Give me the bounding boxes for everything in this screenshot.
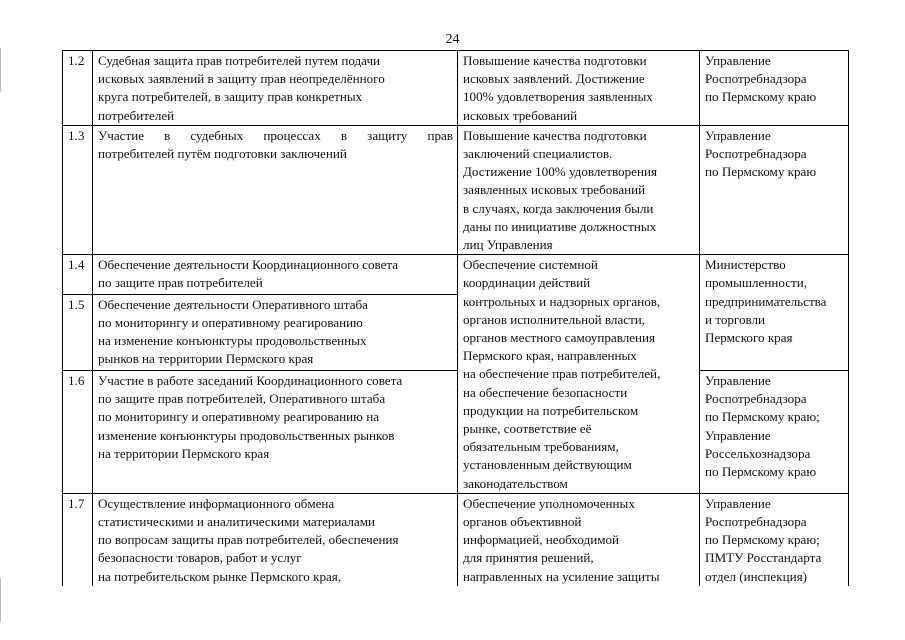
executor-line: Россельхознадзора — [705, 445, 811, 461]
executor-cell — [700, 493, 849, 586]
result-line: заявленных исковых требований — [463, 182, 646, 198]
action-line: по защите прав потребителей, Оперативного штаба — [98, 391, 386, 407]
executor-line: Пермского края — [705, 330, 793, 346]
action-cell — [93, 294, 458, 371]
executor-line: Роспотребнадзора — [705, 146, 807, 162]
action-cell — [93, 371, 458, 494]
table-row-1-6 — [63, 371, 849, 494]
executor-line: Управление — [705, 495, 771, 511]
executor-line: промышленности, — [705, 275, 808, 291]
action-line: Участие в работе заседаний Координационного совета — [98, 373, 403, 389]
result-line: Повышение качества подготовки — [463, 127, 647, 143]
executor-line: Роспотребнадзора — [705, 514, 807, 530]
executor-line: по Пермскому краю — [705, 89, 817, 105]
executor-line: по Пермскому краю — [705, 464, 817, 480]
executor-line: по Пермскому краю — [705, 164, 817, 180]
table-row-1-7 — [63, 493, 849, 586]
result-line: информацией, необходимой — [463, 532, 620, 548]
result-line: законодательством — [463, 475, 568, 491]
result-line: Пермского края, направленных — [463, 348, 637, 364]
executor-line: по Пермскому краю; — [705, 409, 820, 425]
action-line: Судебная защита прав потребителей путем подачи — [98, 53, 381, 68]
page-edge-mark — [0, 578, 1, 622]
executor-cell — [700, 51, 849, 126]
result-line: органов объективной — [463, 514, 582, 530]
result-line: контрольных и надзорных органов, — [463, 293, 661, 309]
row-number: 1.3 — [63, 125, 93, 254]
action-line: потребителей путём подготовки заключений — [98, 146, 347, 162]
action-line: по мониторингу и оперативному реагированию на — [98, 409, 380, 425]
action-line: на изменение конъюнктуры продовольственных — [98, 332, 367, 348]
result-line: обязательным требованиям, — [463, 439, 619, 455]
row-number: 1.4 — [63, 255, 93, 294]
result-cell — [458, 493, 700, 586]
page-edge-mark — [0, 48, 1, 92]
action-line: Обеспечение деятельности Координационного совета — [98, 257, 399, 273]
result-line: заключений специалистов. — [463, 146, 613, 162]
action-line: изменение конъюнктуры продовольственных рынков — [98, 427, 395, 443]
result-line: продукции на потребительском — [463, 402, 639, 418]
result-line: органов исполнительной власти, — [463, 311, 646, 327]
executor-line: Управление — [705, 427, 771, 443]
action-line: потребителей — [98, 107, 175, 123]
action-cell — [93, 125, 458, 254]
table-row-1-2 — [63, 51, 849, 126]
result-line: исковых заявлений. Достижение — [463, 71, 645, 87]
row-number: 1.6 — [63, 371, 93, 494]
result-line: направленных на усиление защиты — [463, 568, 660, 584]
executor-line: отдел (инспекция) — [705, 568, 807, 584]
result-line: координации действий — [463, 275, 591, 291]
result-line: для принятия решений, — [463, 550, 594, 566]
table-row-1-3 — [63, 125, 849, 254]
executor-line: предпринимательства — [705, 293, 827, 309]
action-cell — [93, 255, 458, 294]
action-cell — [93, 493, 458, 586]
executor-cell — [700, 125, 849, 254]
executor-line: Роспотребнадзора — [705, 71, 807, 87]
action-line: на потребительском рынке Пермского края, — [98, 568, 342, 584]
action-cell — [93, 51, 458, 126]
action-line: Обеспечение деятельности Оперативного штаба — [98, 296, 368, 312]
result-line: Повышение качества подготовки — [463, 53, 647, 68]
measures-table — [62, 50, 849, 586]
result-line: Обеспечение системной — [463, 257, 598, 273]
executor-line: и торговли — [705, 311, 766, 327]
executor-line: Управление — [705, 53, 771, 68]
action-line: рынков на территории Пермского края — [98, 351, 314, 367]
result-line: органов местного самоуправления — [463, 330, 656, 346]
result-line: установленным действующим — [463, 457, 632, 473]
merged-executor-cell — [700, 255, 849, 371]
executor-cell — [700, 371, 849, 494]
action-line: круга потребителей, в защиту прав конкретных — [98, 89, 363, 105]
executor-line: Министерство — [705, 257, 786, 273]
action-line: Участие в судебных процессах в защиту прав — [98, 127, 453, 143]
table-row-1-4 — [63, 255, 849, 294]
result-line: в случаях, когда заключения были — [463, 200, 654, 216]
action-line: на территории Пермского края — [98, 445, 270, 461]
action-line: по защите прав потребителей — [98, 275, 263, 291]
action-line: по мониторингу и оперативному реагированию — [98, 314, 363, 330]
result-cell — [458, 125, 700, 254]
page-number: 24 — [445, 32, 460, 47]
action-line: по вопросам защиты прав потребителей, обеспечения — [98, 532, 399, 548]
result-line: Обеспечение уполномоченных — [463, 495, 635, 511]
action-line: статистическими и аналитическими материалами — [98, 514, 375, 530]
result-line: на обеспечение прав потребителей, — [463, 366, 661, 382]
result-line: 100% удовлетворения заявленных — [463, 89, 653, 105]
result-line: даны по инициативе должностных — [463, 218, 657, 234]
result-line: исковых требований — [463, 107, 578, 123]
executor-line: Роспотребнадзора — [705, 391, 807, 407]
row-number: 1.5 — [63, 294, 93, 371]
executor-line: ПМТУ Росстандарта — [705, 550, 822, 566]
executor-line: по Пермскому краю; — [705, 532, 820, 548]
action-line: исковых заявлений в защиту прав неопределённого — [98, 71, 385, 87]
merged-result-cell — [458, 255, 700, 494]
result-line: лиц Управления — [463, 237, 553, 253]
action-line: безопасности товаров, работ и услуг — [98, 550, 302, 566]
result-line: Достижение 100% удовлетворения — [463, 164, 657, 180]
action-line: Осуществление информационного обмена — [98, 495, 335, 511]
row-number: 1.2 — [63, 51, 93, 126]
result-line: на обеспечение безопасности — [463, 384, 628, 400]
executor-line: Управление — [705, 373, 771, 389]
row-number: 1.7 — [63, 493, 93, 586]
result-cell — [458, 51, 700, 126]
executor-line: Управление — [705, 127, 771, 143]
result-line: рынке, соответствие её — [463, 421, 592, 437]
